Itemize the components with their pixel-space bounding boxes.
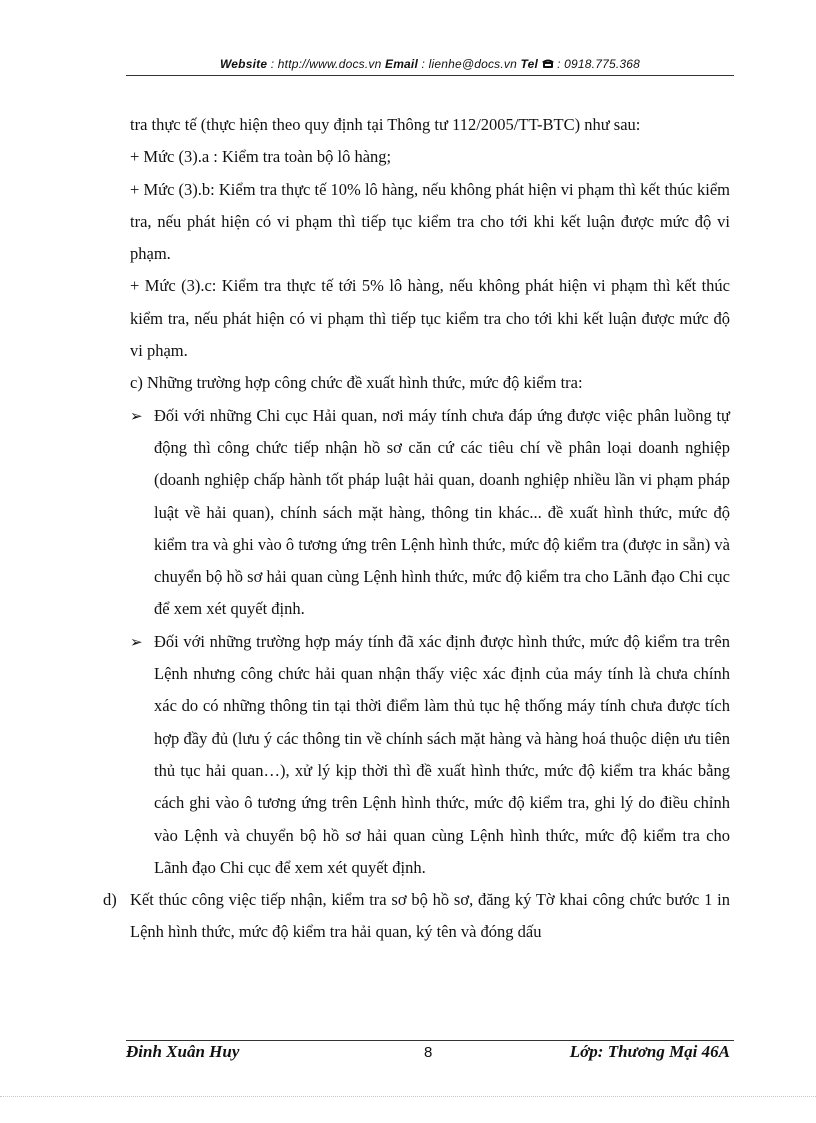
arrow-bullet-icon: ➢ (130, 632, 143, 651)
bullet-item (130, 626, 730, 884)
footer-divider (126, 1040, 734, 1041)
arrow-bullet-icon: ➢ (130, 406, 143, 425)
bullet-text: Đối với những trường hợp máy tính đã xác định được hình thức, mức độ kiểm tra trên Lệnh nhưng công chức hải quan nhận thấy việc xác định của máy tính là chưa chính xác do có những thông tin tại thời điểm làm thủ tục hệ thống máy tính chưa được tích hợp đầy đủ (lưu ý các thông tin về chính sách mặt hàng và hàng hoá thuộc diện ưu tiên thủ tục hải quan…), xử lý kịp thời thì đề xuất hình thức, mức độ kiểm tra khác bằng cách ghi vào ô tương ứng trên Lệnh hình thức, mức độ kiểm tra, ghi lý do điều chỉnh vào Lệnh và chuyển bộ hồ sơ hải quan cùng Lệnh hình thức, mức độ kiểm tra cho Lãnh đạo Chi cục để xem xét quyết định. (154, 631, 730, 877)
author-name: Đinh Xuân Huy (126, 1042, 240, 1061)
page-bottom-border (0, 1096, 816, 1097)
paragraph-level-3a: + Mức (3).a : Kiểm tra toàn bộ lô hàng; (130, 147, 392, 167)
website-label: Website (220, 57, 268, 71)
class-name: Lớp: Thương Mại 46A (569, 1042, 730, 1061)
paragraph-level-3c: + Mức (3).c: Kiểm tra thực tế tới 5% lô hàng, nếu không phát hiện vi phạm thì kết thúc kiểm tra, nếu phát hiện có vi phạm thì tiếp tục kiểm tra cho tới khi kết luận được mức độ vi phạm. (130, 276, 730, 361)
bullet-text: Đối với những Chi cục Hải quan, nơi máy tính chưa đáp ứng được việc phân luồng tự động thì công chức tiếp nhận hồ sơ căn cứ các tiêu chí về phân loại doanh nghiệp (doanh nghiệp chấp hành tốt pháp luật hải quan, doanh nghiệp nhiều lần vi phạm pháp luật về hải quan), chính sách mặt hàng, thông tin khác... đề xuất hình thức, mức độ kiểm tra và ghi vào ô tương ứng trên Lệnh hình thức, mức độ kiểm tra (được in sẵn) và chuyển bộ hồ sơ hải quan cùng Lệnh hình thức, mức độ kiểm tra cho Lãnh đạo Chi cục để xem xét quyết định. (154, 405, 730, 619)
document-body (103, 109, 730, 949)
item-d (103, 884, 730, 949)
email-label: Email (384, 57, 418, 71)
item-c-heading: c) Những trường hợp công chức đề xuất hình thức, mức độ kiểm tra: (130, 373, 583, 393)
item-d-text: Kết thúc công việc tiếp nhận, kiểm tra sơ bộ hồ sơ, đăng ký Tờ khai công chức bước 1 in Lệnh hình thức, mức độ kiểm tra hải quan, ký tên và đóng dấu (130, 890, 730, 942)
website-value[interactable]: : http://www.docs.vn (267, 57, 385, 71)
item-d-marker: d) (103, 890, 117, 910)
tel-label: Tel (520, 57, 539, 71)
paragraph-intro: tra thực tế (thực hiện theo quy định tại Thông tư 112/2005/TT-BTC) như sau: (130, 115, 641, 134)
phone-icon (542, 58, 554, 72)
email-value[interactable]: : lienhe@docs.vn (418, 57, 521, 71)
tel-value: : 0918.775.368 (553, 57, 640, 71)
page-header (126, 57, 734, 72)
paragraph-level-3b: + Mức (3).b: Kiểm tra thực tế 10% lô hàng, nếu không phát hiện vi phạm thì kết thúc kiểm tra, nếu phát hiện có vi phạm thì tiếp tục kiểm tra cho tới khi kết luận được mức độ vi phạm. (130, 179, 730, 264)
header-divider (126, 75, 734, 76)
page-number: 8 (424, 1044, 433, 1061)
page-footer (126, 1042, 734, 1072)
bullet-item (130, 400, 730, 626)
